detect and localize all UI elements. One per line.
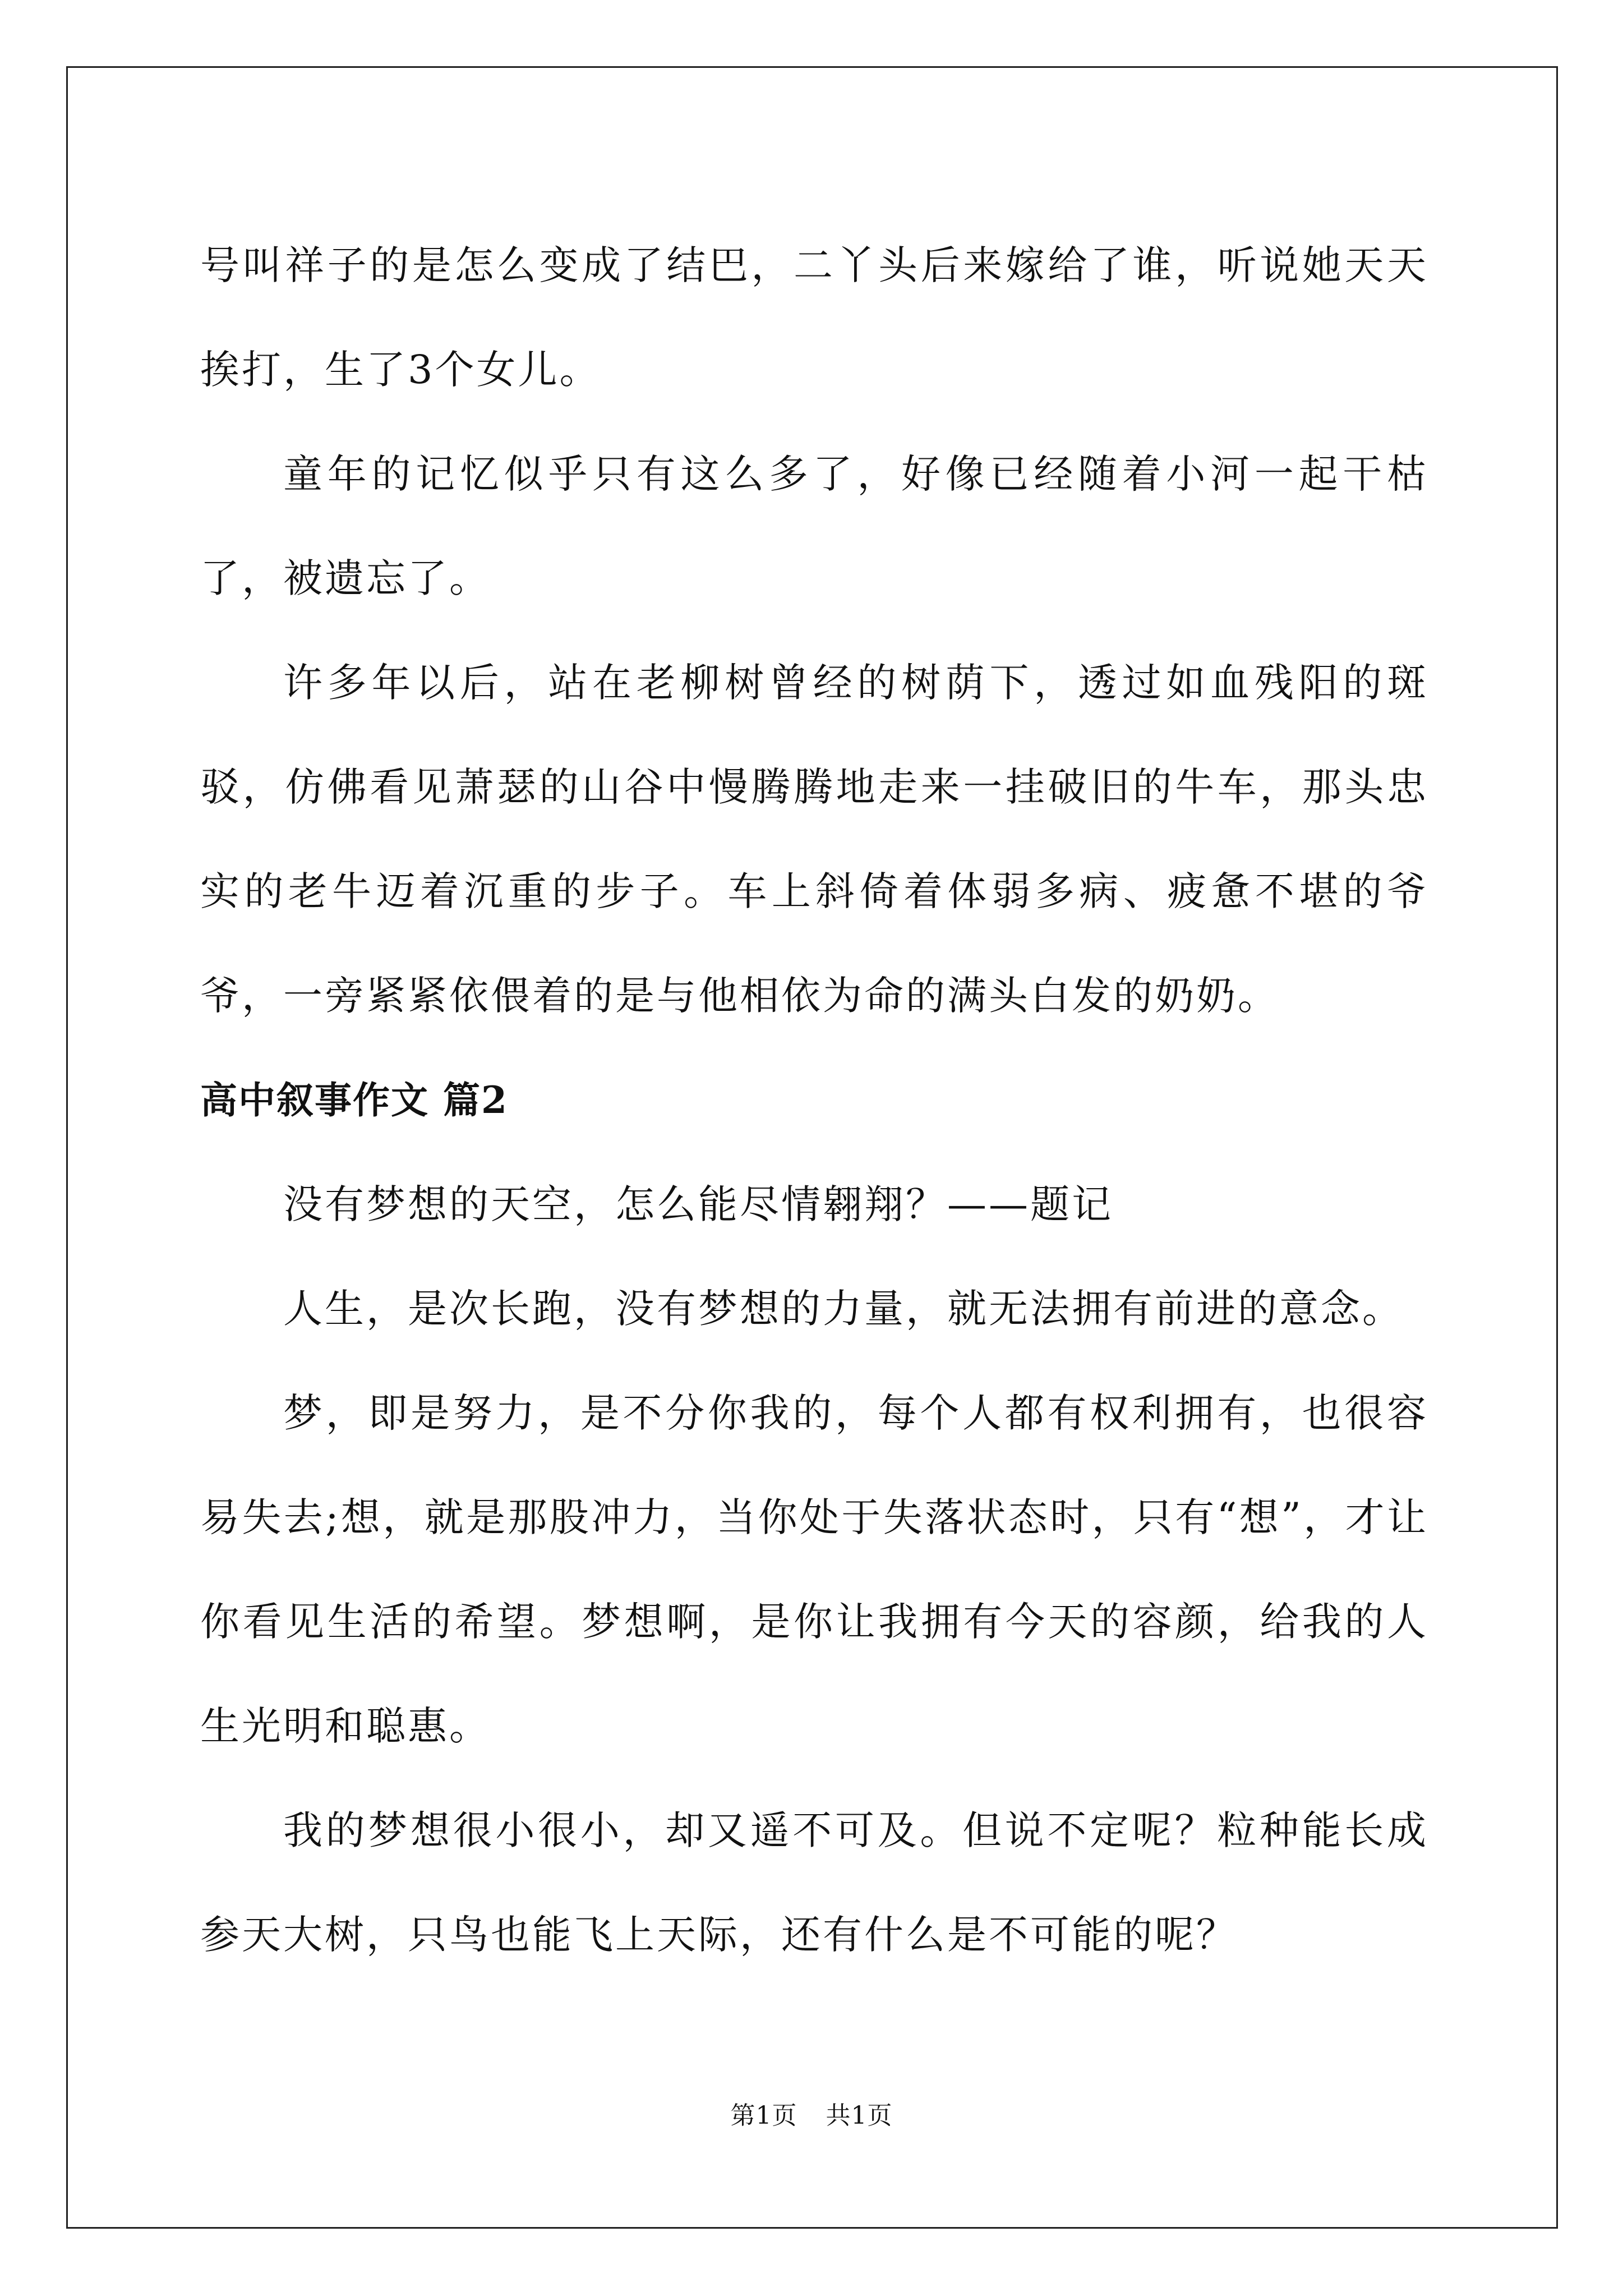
paragraph: 许多年以后，站在老柳树曾经的树荫下，透过如血残阳的斑驳，仿佛看见萧瑟的山谷中慢腾腾地走来一挂破旧的牛车，那头忠实的老牛迈着沉重的步子。车上斜倚着体弱多病、疲惫不堪的爷爷，一旁紧紧依偎着的是与他相依为命的满头白发的奶奶。	[200, 660, 1428, 1019]
page-number: 第1页	[730, 2101, 797, 2130]
paragraph: 没有梦想的天空，怎么能尽情翱翔？——题记	[283, 1181, 1113, 1227]
section-heading: 高中叙事作文 篇2	[200, 1078, 508, 1122]
page-footer	[0, 2095, 1623, 2131]
paragraph: 人生，是次长跑，没有梦想的力量，就无法拥有前进的意念。	[283, 1286, 1404, 1332]
document-body	[200, 213, 1428, 1987]
paragraph: 梦，即是努力，是不分你我的，每个人都有权利拥有，也很容易失去;想，就是那股冲力，当你处于失落状态时，只有“想”，才让你看见生活的希望。梦想啊，是你让我拥有今天的容颜，给我的人生光明和聪惠。	[200, 1390, 1428, 1749]
paragraph: 童年的记忆似乎只有这么多了，好像已经随着小河一起干枯了，被遗忘了。	[200, 451, 1428, 601]
paragraph: 号叫祥子的是怎么变成了结巴，二丫头后来嫁给了谁，听说她天天挨打，生了3个女儿。	[200, 242, 1428, 393]
paragraph: 我的梦想很小很小，却又遥不可及。但说不定呢？粒种能长成参天大树，只鸟也能飞上天际，还有什么是不可能的呢？	[200, 1807, 1428, 1958]
page-total: 共1页	[826, 2101, 893, 2130]
